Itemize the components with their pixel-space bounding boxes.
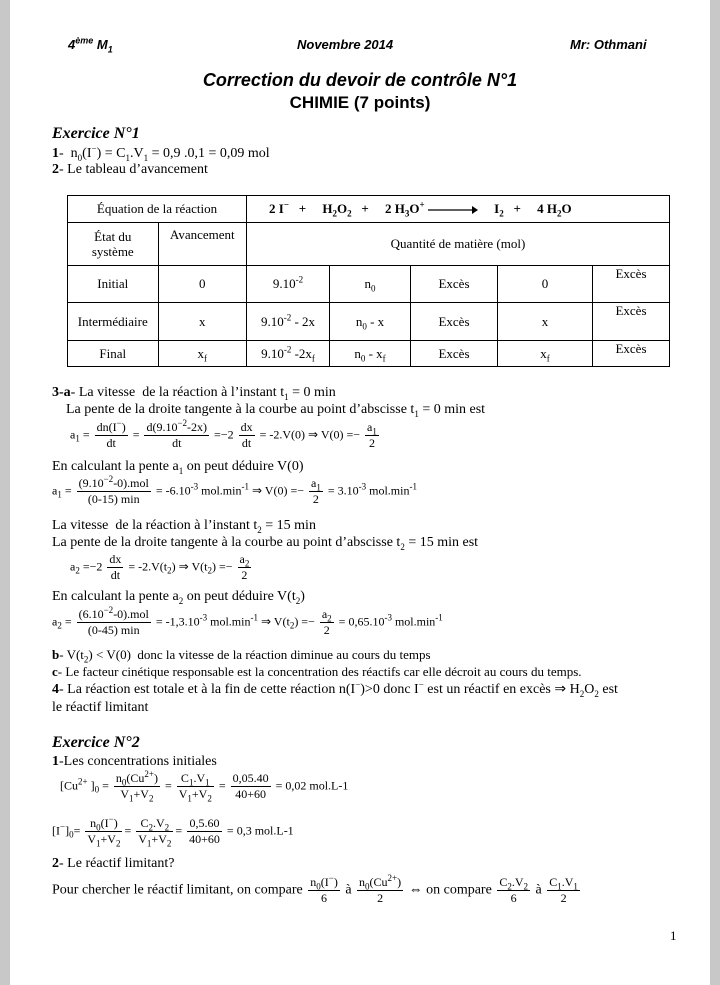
ex2-q1: 1-Les concentrations initiales bbox=[52, 754, 217, 769]
table-etat-label: État du système bbox=[68, 223, 159, 266]
ex2-compare: Pour chercher le réactif limitant, on compare $\frac{n_0(I^-)}{6}$ à $\frac{n_0(Cu^{2+})}{2}$ ⇔ on compare $\frac{C_2.V_2}{6}$ à $\frac{C_1.V_1}{2}$ bbox=[52, 873, 578, 905]
row-cell: Excès bbox=[411, 266, 498, 303]
formula-vt2: $a_2$ = $\frac{(6.10^{-2}-0).mol}{(0-45) \min}$ = $-1,3.10^{-3}$ $mol.\min^{-1}$ ⇒ $V(t_2)$ =− $\frac{a_2}{2}$ = $0,65.10^{-3}$ $mol.\min^{-1}$ bbox=[52, 605, 443, 637]
avancement-table bbox=[67, 195, 670, 367]
ex1-heading: Exercice N°1 bbox=[52, 125, 140, 142]
formula-v0: $a_1$ = $\frac{(9.10^{-2}-0).mol}{(0-15) \min}$ = $-6.10^{-3}$ $mol.\min^{-1}$ ⇒ V(0) =− $\frac{a_1}{2}$ = $3.10^{-3}$ $mol.\min^{-1}$ bbox=[52, 474, 417, 506]
row-avancement: x bbox=[158, 303, 246, 341]
header-class: 4ème $M_1$ bbox=[68, 35, 113, 55]
q3a-title: 3-a- La vitesse de la réaction à l’instant $t_1 = 0$ min bbox=[52, 385, 336, 402]
ex2-heading: Exercice N°2 bbox=[52, 734, 140, 751]
page-number: 1 bbox=[670, 928, 677, 943]
row-cell: $9.10^{-2}$ $-2x_f$ bbox=[247, 341, 330, 367]
row-cell: Excès bbox=[411, 303, 498, 341]
q3-calc2: En calculant la pente $a_2$ on peut déduire $V(t_2)$ bbox=[52, 589, 305, 606]
table-row bbox=[68, 303, 670, 341]
ex1-q2: 2- Le tableau d’avancement bbox=[52, 162, 208, 177]
formula-cu: [$Cu^{2+}$ ]$_0$ = $\frac{n_0(Cu^{2+})}{V_1+V_2}$ = $\frac{C_1.V_1}{V_1+V_2}$ = $\frac{0,05.40}{40+60}$ = 0,02 mol.L-1 bbox=[60, 769, 349, 804]
row-cell: $9.10^{-2}$ bbox=[247, 266, 330, 303]
row-avancement: $x_f$ bbox=[158, 341, 246, 367]
row-cell: Excès bbox=[593, 341, 670, 367]
ex2-q2: 2- Le réactif limitant? bbox=[52, 856, 175, 871]
formula-a1: $a_1$ = $\frac{dn(I^-)}{dt}$ = $\frac{d(9.10^{-2}-2x)}{dt}$ =−2 $\frac{dx}{dt}$ = -2.V(0) ⇒ V(0) =− $\frac{a_1}{2}$ bbox=[70, 418, 377, 450]
v15-title: La vitesse de la réaction à l’instant $t_2 = 15$ min bbox=[52, 518, 316, 535]
row-cell: Excès bbox=[593, 303, 670, 341]
header-date: Novembre 2014 bbox=[297, 37, 394, 52]
row-etat: Final bbox=[68, 341, 159, 367]
row-cell: x bbox=[498, 303, 593, 341]
table-eq-label: Équation de la réaction bbox=[68, 196, 247, 223]
formula-i: $[I^-]_0=$ $\frac{n_0(I^-)}{V_1+V_2}$ = $\frac{C_2.V_2}{V_1+V_2}$ = $\frac{0,5.60}{40+60}$ = 0,3 mol.L-1 bbox=[52, 814, 294, 849]
row-cell: $9.10^{-2} - 2x$ bbox=[247, 303, 330, 341]
result-i: = 0,3 mol.L-1 bbox=[226, 823, 294, 838]
q3a-line2: La pente de la droite tangente à la courbe au point d’abscisse $t_1 = 0$ min est bbox=[66, 402, 486, 419]
row-cell: Excès bbox=[593, 266, 670, 303]
title-line2: CHIMIE (7 points) bbox=[289, 93, 431, 112]
reaction-arrow-icon bbox=[428, 206, 478, 214]
table-qte-label: Quantité de matière (mol) bbox=[247, 223, 670, 266]
row-etat: Intermédiaire bbox=[68, 303, 159, 341]
title-line1: Correction du devoir de contrôle N°1 bbox=[202, 70, 518, 90]
table-row bbox=[68, 266, 670, 303]
document-page bbox=[10, 0, 710, 985]
ex1-q1: 1- $n_0(I^-) = C_1.V_1 = 0,9$ .0,1 = 0,09 mol bbox=[52, 143, 270, 163]
row-cell: Excès bbox=[411, 341, 498, 367]
row-cell: $n_0$ - x bbox=[330, 303, 411, 341]
q4-line2: le réactif limitant bbox=[52, 700, 149, 715]
result-cu: = 0,02 mol.L-1 bbox=[275, 778, 349, 793]
q3b: b- $V(t_2) < V(0)$ donc la vitesse de la réaction diminue au cours du temps bbox=[52, 647, 431, 665]
row-cell: $x_f$ bbox=[498, 341, 593, 367]
formula-a2: $a_2 =-2$ $\frac{dx}{dt}$ = $-2.V(t_2)$ ⇒ $V(t_2)$ =− $\frac{a_2}{2}$ bbox=[70, 552, 250, 582]
row-cell: 0 bbox=[498, 266, 593, 303]
row-avancement: 0 bbox=[158, 266, 246, 303]
table-equation: 2 I− + $H_2O_2$ + 2 $H_3O^+$ $I_2$ + 4 $H_2O$ bbox=[247, 196, 670, 223]
v15-line2: La pente de la droite tangente à la courbe au point d’abscisse $t_2 = 15$ min est bbox=[52, 535, 479, 552]
q3c: c- Le facteur cinétique responsable est la concentration des réactifs car elle décroit au cours du temps. bbox=[52, 664, 582, 679]
q4-line1: 4- La réaction est totale et à la fin de cette réaction n(I−)>0 donc I− est un réactif en excès ⇒ $H_2O_2$ est bbox=[52, 679, 618, 699]
row-cell: $n_0$ bbox=[330, 266, 411, 303]
table-avancement-label: Avancement bbox=[158, 223, 246, 266]
row-cell: $n_0 - x_f$ bbox=[330, 341, 411, 367]
header-teacher: Mr: Othmani bbox=[570, 37, 647, 52]
table-row bbox=[68, 341, 670, 367]
q3a-calc1: En calculant la pente $a_1$ on peut déduire V(0) bbox=[52, 459, 304, 476]
row-etat: Initial bbox=[68, 266, 159, 303]
